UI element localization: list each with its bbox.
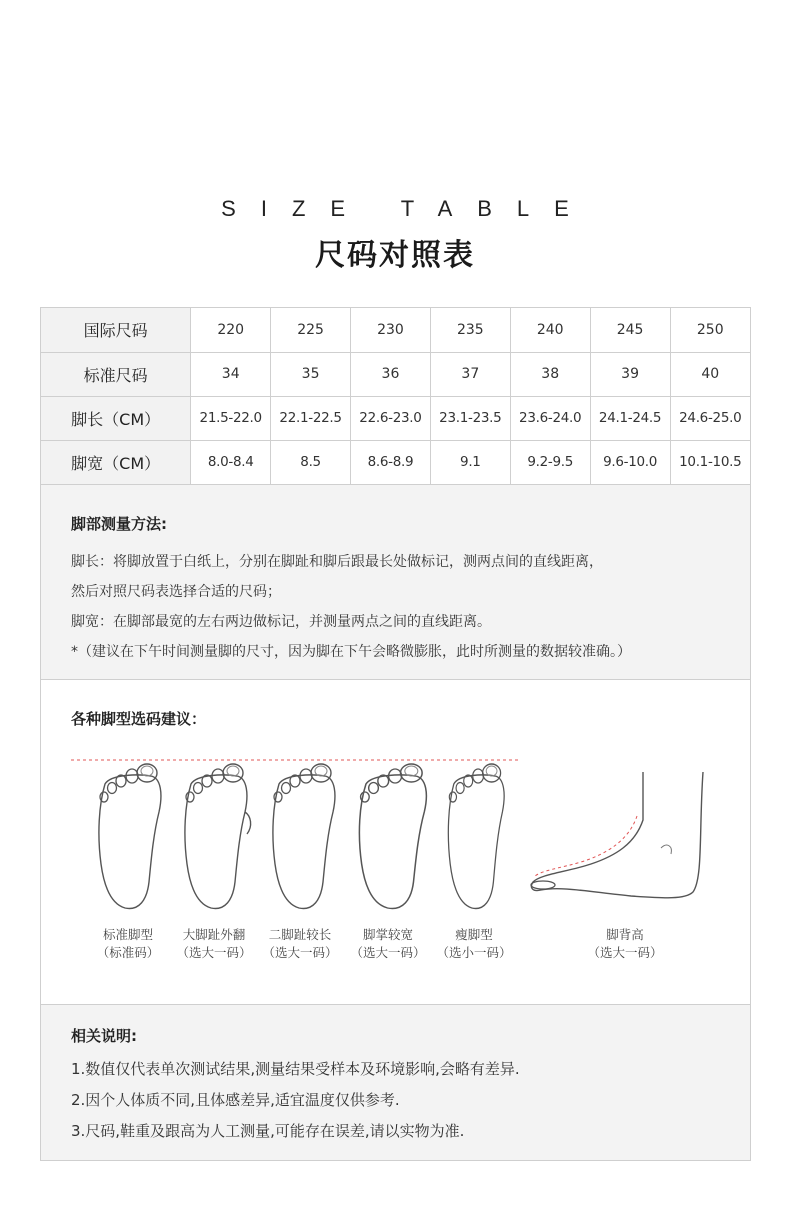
row-label-foot-width: 脚宽（CM） (41, 440, 191, 484)
row-label-foot-length: 脚长（CM） (41, 396, 191, 440)
table-cell: 36 (351, 352, 431, 396)
foot-wide-icon (359, 764, 426, 908)
foot-types-heading: 各种脚型选码建议： (71, 710, 207, 728)
foot-type-label: 脚背高 （选大一码） (587, 927, 663, 960)
size-guide-frame (40, 307, 751, 1161)
table-cell: 10.1-10.5 (670, 440, 750, 484)
table-cell: 39 (590, 352, 670, 396)
table-row (41, 308, 750, 352)
table-cell: 35 (271, 352, 351, 396)
table-row (41, 396, 750, 440)
table-cell: 21.5-22.0 (191, 396, 271, 440)
table-row (41, 440, 750, 484)
table-cell: 40 (670, 352, 750, 396)
table-cell: 37 (430, 352, 510, 396)
table-cell: 8.0-8.4 (191, 440, 271, 484)
table-cell: 22.1-22.5 (271, 396, 351, 440)
measurement-line: 脚宽：在脚部最宽的左右两边做标记，并测量两点之间的直线距离。 (71, 614, 491, 630)
measurement-line: *（建议在下午时间测量脚的尺寸，因为脚在下午会略微膨胀，此时所测量的数据较准确。） (71, 644, 631, 660)
foot-high-instep-icon (531, 772, 703, 898)
row-label-intl-size: 国际尺码 (41, 308, 191, 352)
foot-illustrations (41, 750, 750, 930)
table-cell: 8.6-8.9 (351, 440, 431, 484)
table-cell: 24.6-25.0 (670, 396, 750, 440)
row-label-std-size: 标准尺码 (41, 352, 191, 396)
foot-types-section (41, 680, 750, 1005)
notes-line: 3.尺码,鞋重及跟高为人工测量,可能存在误差,请以实物为准. (71, 1122, 465, 1140)
table-cell: 225 (271, 308, 351, 352)
foot-type-label: 标准脚型 （标准码） (96, 927, 160, 960)
table-cell: 23.1-23.5 (430, 396, 510, 440)
foot-type-label: 大脚趾外翻 （选大一码） (176, 927, 252, 960)
table-row (41, 352, 750, 396)
table-cell: 24.1-24.5 (590, 396, 670, 440)
table-cell: 8.5 (271, 440, 351, 484)
foot-bunion-icon (185, 764, 251, 908)
table-cell: 22.6-23.0 (351, 396, 431, 440)
notes-line: 2.因个人体质不同,且体感差异,适宜温度仅供参考. (71, 1091, 400, 1109)
foot-slim-icon (448, 764, 504, 908)
measurement-section (41, 485, 750, 680)
measurement-line: 脚长：将脚放置于白纸上，分别在脚趾和脚后跟最长处做标记，测两点间的直线距离， (71, 554, 603, 570)
table-cell: 23.6-24.0 (510, 396, 590, 440)
foot-type-label: 瘦脚型 （选小一码） (436, 927, 512, 960)
table-cell: 240 (510, 308, 590, 352)
title-english: SIZE TABLE (221, 196, 594, 221)
table-cell: 245 (590, 308, 670, 352)
table-cell: 235 (430, 308, 510, 352)
table-cell: 34 (191, 352, 271, 396)
foot-standard-icon (99, 764, 161, 908)
notes-heading: 相关说明: (71, 1027, 137, 1045)
table-cell: 250 (670, 308, 750, 352)
notes-section (41, 1005, 750, 1160)
table-cell: 230 (351, 308, 431, 352)
table-cell: 38 (510, 352, 590, 396)
table-cell: 9.6-10.0 (590, 440, 670, 484)
measurement-heading: 脚部测量方法: (71, 515, 167, 533)
table-cell: 9.1 (430, 440, 510, 484)
notes-line: 1.数值仅代表单次测试结果,测量结果受样本及环境影响,会略有差异. (71, 1060, 520, 1078)
measurement-line: 然后对照尺码表选择合适的尺码； (71, 584, 281, 600)
size-table (41, 308, 750, 485)
foot-type-label: 脚掌较宽 （选大一码） (350, 927, 426, 960)
table-cell: 220 (191, 308, 271, 352)
title-chinese: 尺码对照表 (315, 238, 475, 273)
foot-type-label: 二脚趾较长 （选大一码） (262, 927, 338, 960)
table-cell: 9.2-9.5 (510, 440, 590, 484)
foot-long-second-toe-icon (273, 764, 335, 908)
